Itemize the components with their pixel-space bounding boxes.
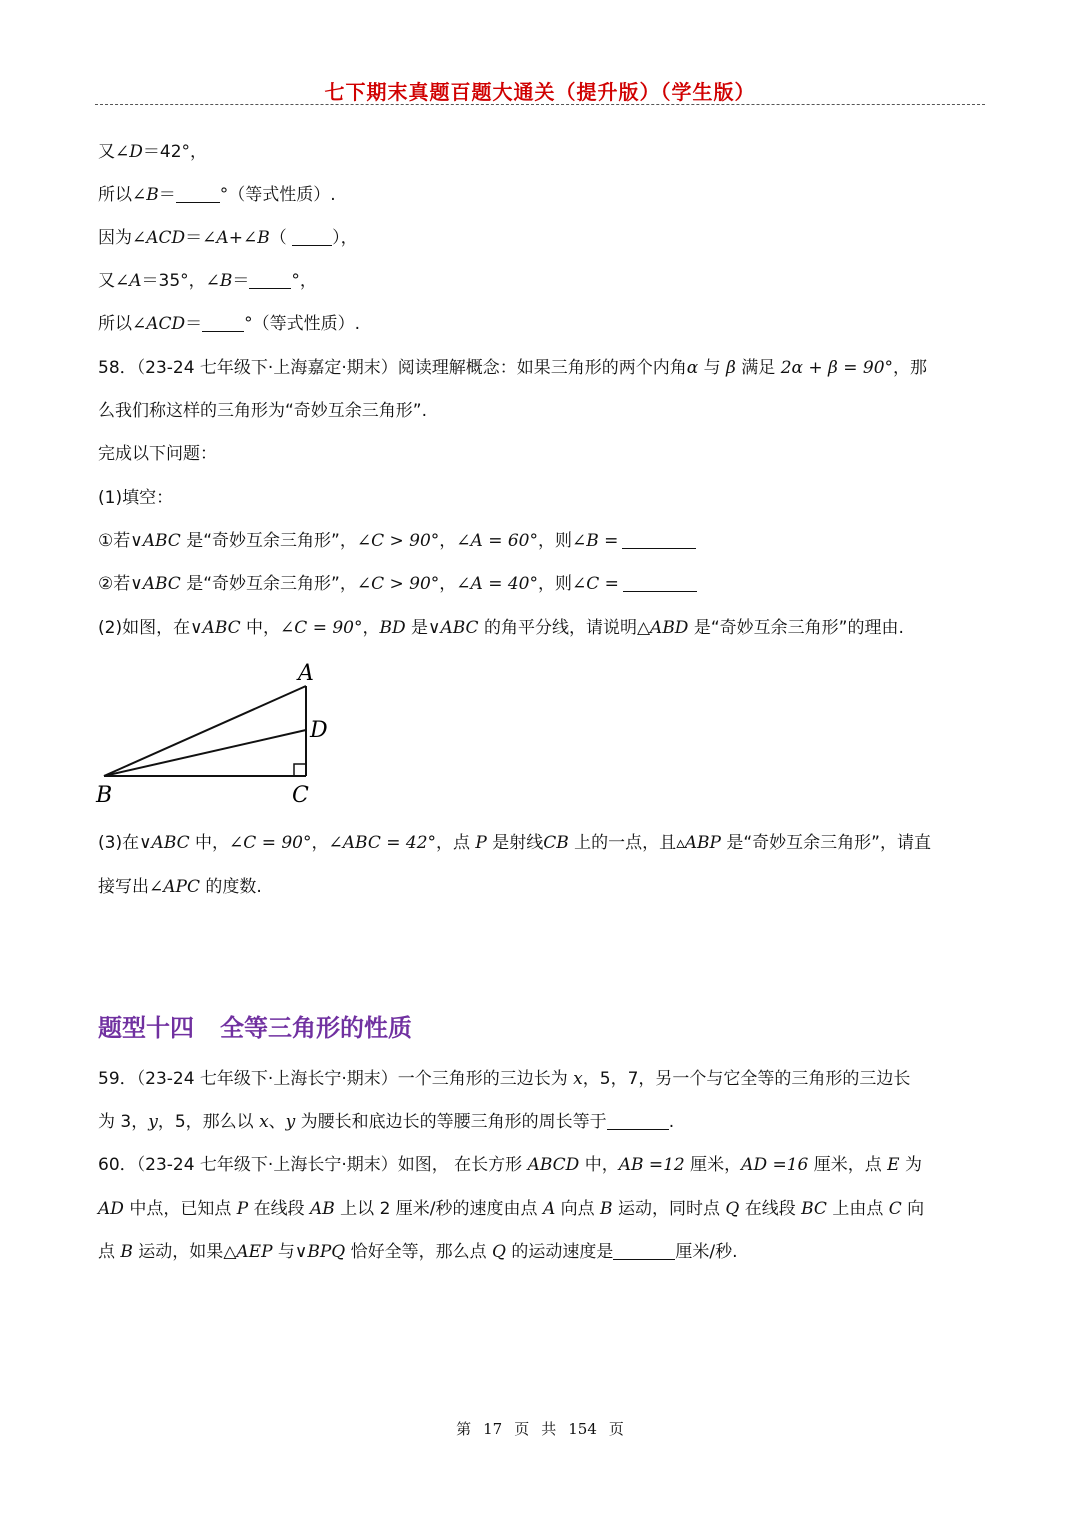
question-60-line: 60．（23-24 七年级下·上海长宁·期末）如图， 在长方形 ABCD 中，AB =12 厘米，AD =16 厘米，点 E 为 [98,1155,922,1175]
page-footer: 第 17 页 共 154 页 [456,1420,624,1438]
question-58-line: ②若∨ABC 是“奇妙互余三角形”，∠C > 90°，∠A = 40°，则∠C = [98,572,697,596]
label-c: C [292,783,309,808]
question-58-line: ①若∨ABC 是“奇妙互余三角形”，∠C > 90°，∠A = 60°，则∠B = [98,529,696,553]
section-heading [98,1008,412,1043]
answer-blank[interactable] [292,245,332,246]
label-d: D [310,718,328,743]
document-header: 七下期末真题百题大通关（提升版）（学生版） [324,80,756,104]
text-line: 又∠D＝42°， [98,142,208,162]
section-subtitle: 全等三角形的性质 [220,1014,412,1042]
label-a: A [298,661,314,686]
text-line: 所以∠ACD＝ °（等式性质）. [98,314,361,334]
answer-blank[interactable] [607,1129,669,1130]
question-58-line: 么我们称这样的三角形为“奇妙互余三角形”. [98,401,428,421]
text-line: 所以∠B＝ °（等式性质）. [98,185,336,205]
total-page-count: 154 [568,1420,597,1438]
current-page-number: 17 [483,1420,503,1438]
text-line: 因为∠ACD＝∠A+∠B（ ）， [98,228,358,248]
question-60-line: 点 B 运动，如果△AEP 与∨BPQ 恰好全等，那么点 Q 的运动速度是 厘米/秒. [98,1242,738,1262]
segment-bd [104,730,306,776]
text-line: 又∠A＝35°，∠B＝ °， [98,271,317,291]
answer-blank[interactable] [249,288,291,289]
label-b: B [96,783,113,808]
question-58-line: 完成以下问题： [98,444,217,464]
question-58-line: 接写出∠APC 的度数. [98,877,262,897]
question-59-line: 59．（23-24 七年级下·上海长宁·期末）一个三角形的三边长为 x，5，7，另一个与它全等的三角形的三边长 [98,1069,911,1089]
question-59-line: 为 3，y，5，那么以 x、y 为腰长和底边长的等腰三角形的周长等于 . [98,1112,675,1132]
segment-ba [104,686,306,776]
answer-blank[interactable] [176,202,220,203]
question-58-line: (1)填空： [98,488,174,508]
header-divider [95,104,985,105]
answer-blank[interactable] [622,548,696,549]
answer-blank[interactable] [623,591,697,592]
section-title: 题型十四 [98,1014,194,1042]
question-58-line: (3)在∨ABC 中，∠C = 90°，∠ABC = 42°，点 P 是射线CB 上的一点，且▵ABP 是“奇妙互余三角形”，请直 [98,833,931,853]
answer-blank[interactable] [202,331,244,332]
question-58-line: (2)如图，在∨ABC 中，∠C = 90°，BD 是∨ABC 的角平分线，请说明△ABD 是“奇妙互余三角形”的理由. [98,618,904,638]
answer-blank[interactable] [613,1259,675,1260]
question-58-line: 58．（23-24 七年级下·上海嘉定·期末）阅读理解概念：如果三角形的两个内角α 与 β 满足 2α + β = 90°，那 [98,358,928,378]
right-angle-mark [294,764,306,776]
question-60-line: AD 中点，已知点 P 在线段 AB 上以 2 厘米/秒的速度由点 A 向点 B 运动，同时点 Q 在线段 BC 上由点 C 向 [98,1199,925,1219]
triangle-figure [90,655,350,815]
